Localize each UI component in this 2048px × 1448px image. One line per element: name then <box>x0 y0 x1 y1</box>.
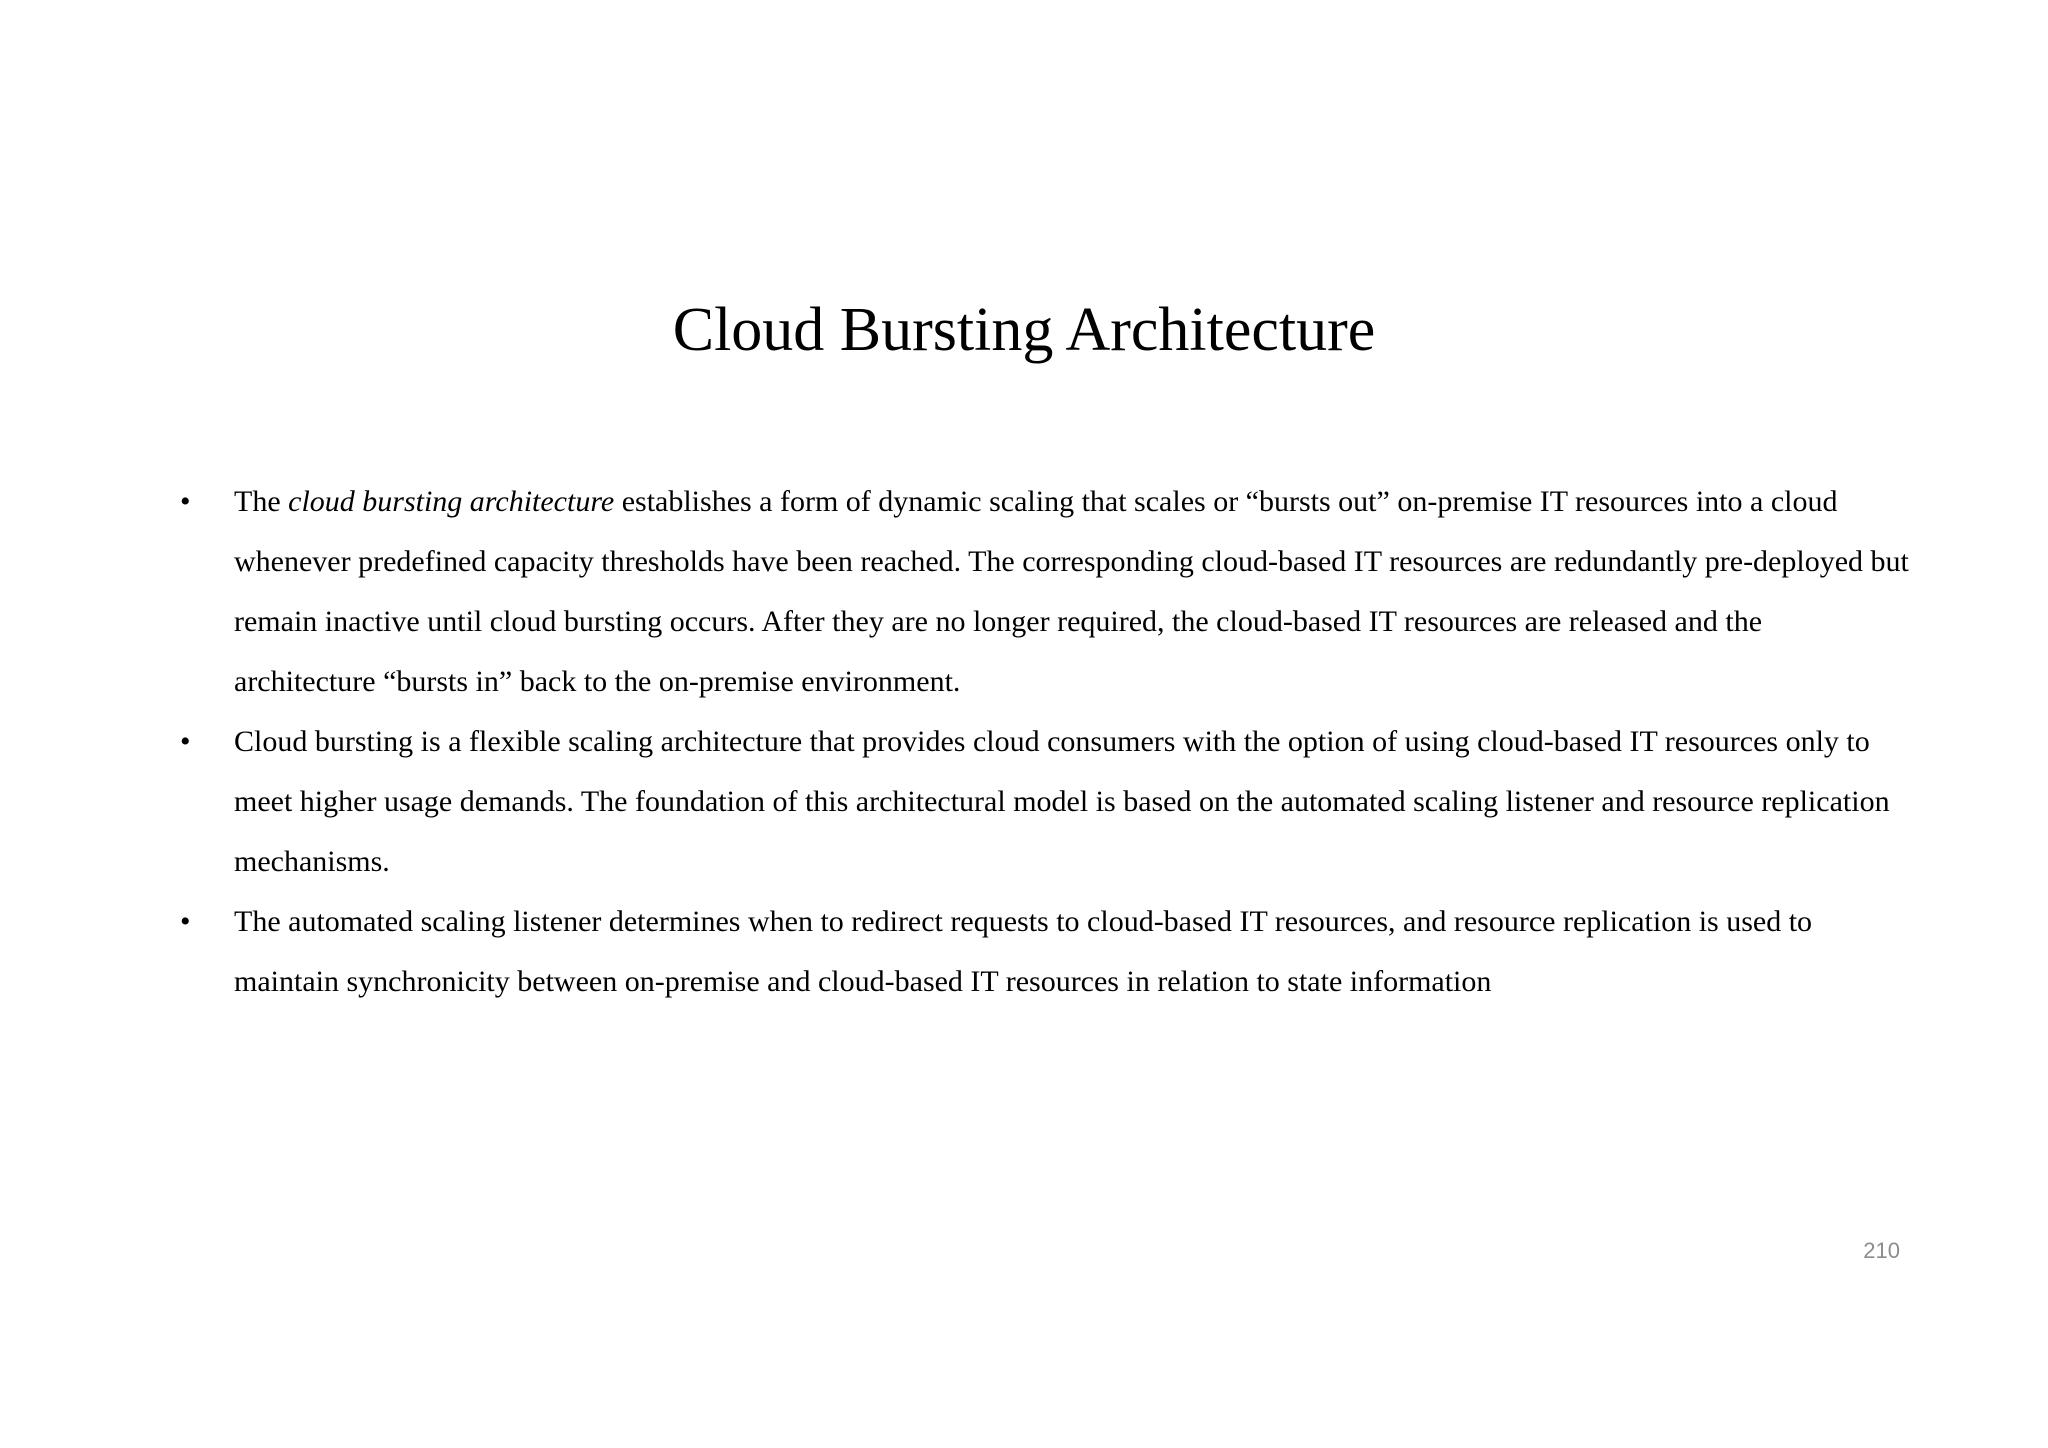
bullet-item <box>170 472 1910 712</box>
page-number: 210 <box>1863 1238 1900 1263</box>
bullet-icon: • <box>180 485 191 518</box>
bullet-item <box>170 892 1910 1012</box>
bullet-text: The automated scaling listener determines when to redirect requests to cloud-based IT resources, and resource replication is used to maintain synchronicity between on-premise and cloud-based IT resources in relation to state information <box>234 905 1813 998</box>
bullet-icon: • <box>180 725 191 758</box>
bullet-icon: • <box>180 905 191 938</box>
bullet-item <box>170 712 1910 892</box>
bullet-text: Cloud bursting is a flexible scaling architecture that provides cloud consumers with the option of using cloud-based IT resources only to meet higher usage demands. The foundation of this architectural model is based on the automated scaling listener and resource replication mechanisms. <box>234 725 1890 878</box>
bullet-list <box>170 472 1910 1012</box>
bullet-prefix: The <box>234 485 289 518</box>
bullet-emphasis: cloud bursting architecture <box>288 485 615 518</box>
slide-title: Cloud Bursting Architecture <box>672 296 1376 364</box>
bullet-text: establishes a form of dynamic scaling that scales or “bursts out” on-premise IT resources into a cloud whenever predefined capacity thresholds have been reached. The corresponding cloud-based IT resources are redundantly pre-deployed but remain inactive until cloud bursting occurs. After they are no longer required, the cloud-based IT resources are released and the architecture “bursts in” back to the on-premise environment. <box>234 485 1909 698</box>
